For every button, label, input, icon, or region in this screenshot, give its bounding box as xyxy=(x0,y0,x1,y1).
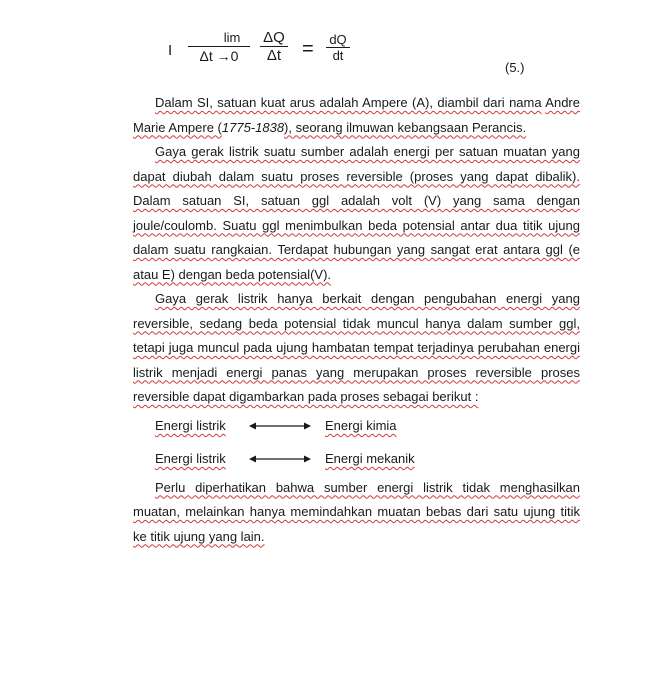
ggl-text: Gaya gerak listrik suatu sumber adalah energi per satuan muatan yang dapat diubah dalam suatu proses reversible (proses yang dapat dibalik). Dalam satuan SI, satuan ggl adalah volt (V) yang sama dengan joule/coulomb. Suatu ggl menimbulkan beda potensial antar dua titik ujung dalam suatu rangkaian. Terdapat hubungan yang sangat erat antara ggl (e atau E) dengan beda potensial(V). xyxy=(133,144,580,282)
paragraph-ggl xyxy=(133,140,580,287)
current-equation xyxy=(168,30,468,74)
ampere-text-3: ), seorang ilmuwan kebangsaan Perancis. xyxy=(284,119,527,135)
double-arrow-icon xyxy=(249,454,311,464)
double-arrow-icon xyxy=(249,421,311,431)
document-body xyxy=(133,91,580,549)
paragraph-ampere xyxy=(133,91,580,140)
ampere-text-1: Dalam SI, satuan kuat arus adalah Ampere (A), diambil dari nama xyxy=(155,95,542,110)
lim-subscript: Δt →0 xyxy=(199,48,239,64)
ampere-text-2: Andre Marie Ampere ( xyxy=(133,95,580,135)
relation-right: Energi kimia xyxy=(325,417,397,433)
lim-label: lim xyxy=(223,30,241,45)
energy-relation-row xyxy=(133,410,580,443)
paragraph-reversible xyxy=(133,287,580,410)
dt: dt xyxy=(332,48,344,63)
equals-sign: = xyxy=(302,38,314,60)
ampere-years: 1775-1838 xyxy=(221,119,285,135)
delta-t: Δt xyxy=(266,47,282,64)
relation-left: Energi listrik xyxy=(155,417,226,433)
current-symbol: I xyxy=(168,42,173,59)
derivative-fraction xyxy=(326,32,350,63)
equation-number: (5.) xyxy=(505,60,525,75)
delta-q: ΔQ xyxy=(263,29,285,46)
reversible-text: Gaya gerak listrik hanya berkait dengan pengubahan energi yang reversible, sedang beda potensial tidak muncul hanya dalam sumber ggl, tetapi juga muncul pada ujung hambatan tempat terjadinya perubahan energi listrik menjadi energi panas yang merupakan proses reversible proses reversible dapat digambarkan pada proses sebagai berikut : xyxy=(133,291,580,404)
paragraph-source xyxy=(133,476,580,550)
energy-relation-row xyxy=(133,443,580,476)
dq: dQ xyxy=(329,32,347,47)
source-text: Perlu diperhatikan bahwa sumber energi listrik tidak menghasilkan muatan, melainkan hanya memindahkan muatan bebas dari satu ujung titik ke titik ujung yang lain. xyxy=(133,479,580,544)
relation-right: Energi mekanik xyxy=(325,450,415,466)
limit-fraction xyxy=(188,30,250,65)
relation-left: Energi listrik xyxy=(155,450,226,466)
delta-fraction xyxy=(260,30,288,65)
